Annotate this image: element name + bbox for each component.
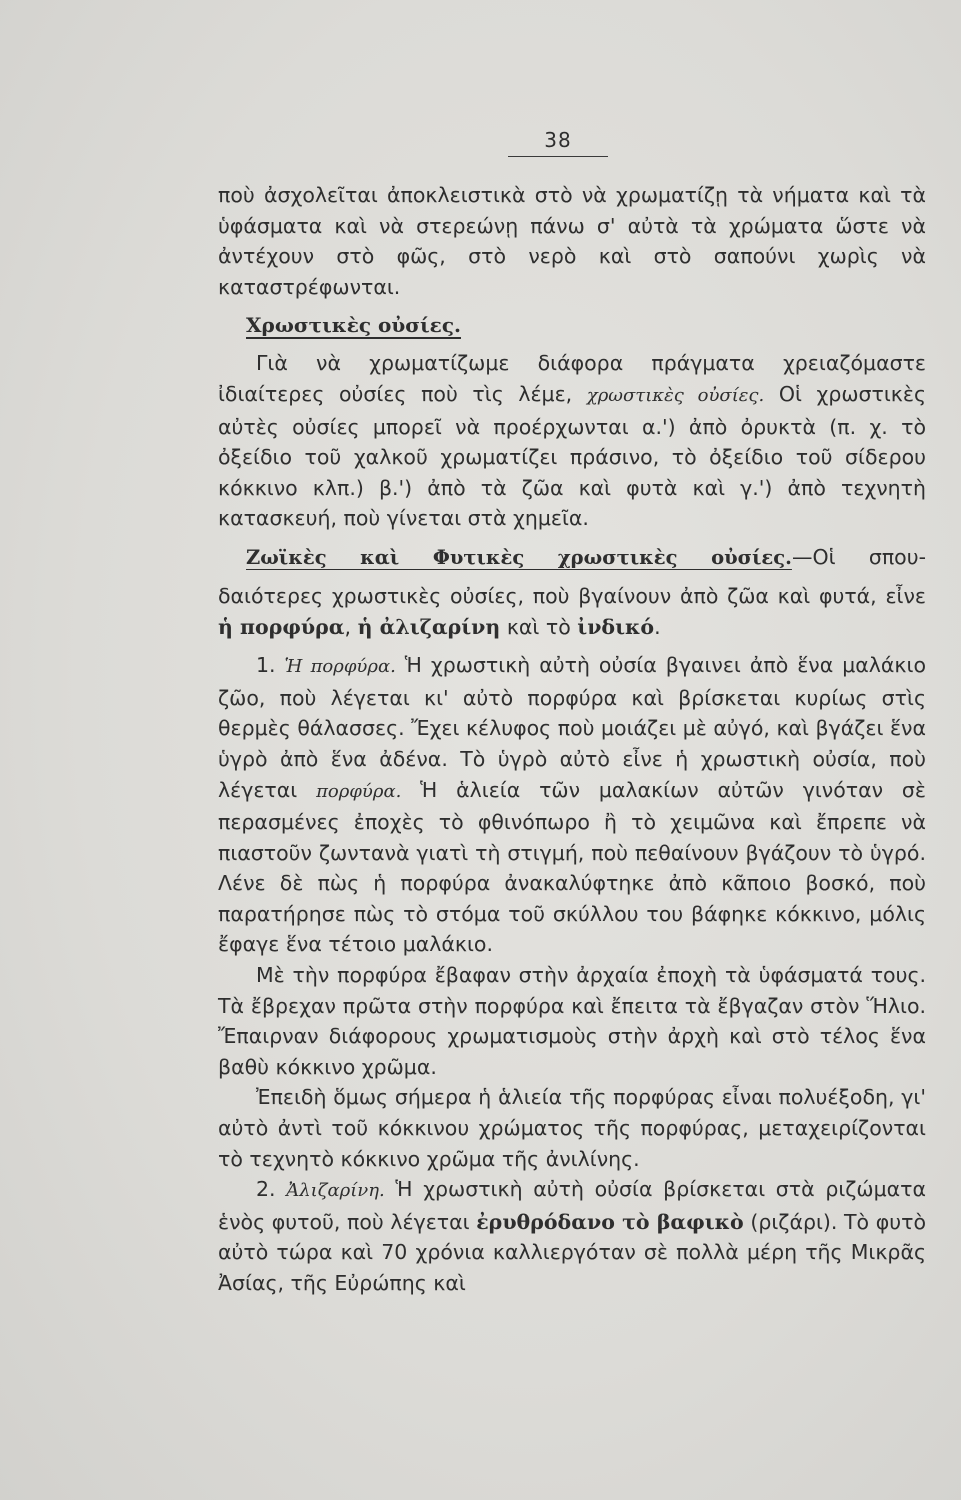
pigments-term: χρωστικὲς οὐσίες. bbox=[586, 384, 765, 406]
intro-paragraph: ποὺ ἀσχολεῖται ἀποκλειστικὰ στὸ νὰ χρωματίζῃ τὰ νήματα καὶ τὰ ὑφάσματα καὶ νὰ στερεώνῃ πάνω σ' αὐτὰ τὰ χρώματα ὥστε νὰ ἀντέχουν στὸ φῶς, στὸ νερὸ καὶ στὸ σαπούνι χωρὶς νὰ καταστρέφωνται. bbox=[218, 183, 926, 299]
animal-plant-paragraph bbox=[218, 581, 926, 642]
section-heading-pigments-text: Χρωστικὲς οὐσίες. bbox=[246, 313, 461, 338]
item1-number: 1. bbox=[256, 653, 285, 678]
pigments-text-b: Οἱ χρωστικὲς αὐτὲς οὐσίες μπορεῖ νὰ προέρχωνται α.') ἀπὸ ὀρυκτὰ (π. χ. τὸ ὀξείδιο τοῦ χαλκοῦ χρωματίζει πράσινο, τὸ ὀξείδιο τοῦ σίδερου κόκκινο κλπ.) β.') ἀπὸ τὰ ζῶα καὶ φυτὰ καὶ γ.') ἀπὸ τεχνητὴ κατασκευή, ποὺ γίνεται στὰ χημεῖα. bbox=[218, 381, 927, 531]
section-heading-pigments bbox=[218, 302, 926, 348]
item2-number: 2. bbox=[256, 1177, 287, 1202]
term-alizarin: ἡ ἀλιζαρίνη bbox=[357, 614, 501, 639]
item2-text-a: Ἡ χρωστικὴ αὐτὴ οὐσία βρίσκεται στὰ ριζώματα ἑνὸς φυτοῦ, ποὺ λέγεται bbox=[218, 1177, 927, 1234]
item2-text-b: (ριζάρι). Τὸ φυτὸ αὐτὸ τώρα καὶ 70 χρόνια καλλιεργόταν σὲ πολλὰ μέρη τῆς Μικρᾶς Ἀσίας, τῆς Εὐρώπης καὶ bbox=[218, 1209, 926, 1295]
section-heading-animal-plant-text: Ζωϊκὲς καὶ Φυτικὲς χρωστικὲς οὐσίες. bbox=[246, 545, 792, 569]
body-text bbox=[218, 180, 926, 1299]
section-heading-animal-plant bbox=[218, 534, 926, 581]
spacer bbox=[218, 642, 926, 650]
item1-paragraph-2: Μὲ τὴν πορφύρα ἔβαφαν στὴν ἀρχαία ἐποχὴ τὰ ὑφάσματά τους. Τὰ ἔβρεχαν πρῶτα στὴν πορφύρα καὶ ἔπειτα τὰ ἔβγαζαν στὸν Ἥλιο. Ἔπαιρναν διάφορους χρωματισμοὺς στὴν ἀρχὴ καὶ στὸ τέλος ἕνα βαθὺ κόκκινο χρῶμα. bbox=[218, 963, 926, 1079]
item2-paragraph bbox=[218, 1174, 926, 1298]
item1-paragraph-3: Ἐπειδὴ ὅμως σήμερα ἡ ἁλιεία τῆς πορφύρας εἶναι πολυέξοδη, γι' αὐτὸ ἀντὶ τοῦ κόκκινου χρώματος τῆς πορφύρας, μεταχειρίζονται τὸ τεχνητὸ κόκκινο χρῶμα τῆς ἀνιλίνης. bbox=[218, 1085, 926, 1171]
animal-plant-text-b: καὶ τὸ bbox=[500, 614, 578, 639]
item1-title: Ἡ πορφύρα. bbox=[284, 656, 396, 678]
page-number: 38 bbox=[508, 128, 608, 157]
item2-term: ἐρυθρόδανο τὸ βαφικὸ bbox=[476, 1209, 744, 1234]
comma-separator: , bbox=[344, 614, 358, 639]
item1-paragraph bbox=[218, 650, 926, 960]
item1-term: πορφύρα. bbox=[316, 780, 402, 802]
term-porphyra: ἡ πορφύρα bbox=[218, 614, 345, 639]
item1-text-b: Ἡ ἁλιεία τῶν μαλακίων αὐτῶν γινόταν σὲ περασμένες ἐποχὲς τὸ φθινόπωρο ἢ τὸ χειμῶνα καὶ ἔπρεπε νὰ πιαστοῦν ζωντανὰ γιατὶ τὴ στιγμή, ποὺ πεθαίνουν βγάζουν τὸ ὑγρό. Λένε δὲ πὼς ἡ πορφύρα ἀνακαλύφτηκε ἀπὸ κᾶποιο βοσκό, ποὺ παρατήρησε πὼς τὸ στόμα τοῦ σκύλλου του βάφηκε κόκκινο, μόλις ἔφαγε ἕνα τέτοιο μαλάκιο. bbox=[218, 777, 926, 957]
section-heading-tail: —Οἱ σπου- bbox=[791, 544, 926, 569]
pigments-text-a: Γιὰ νὰ χρωματίζωμε διάφορα πράγματα χρειαζόμαστε ἰδιαίτερες οὐσίες ποὺ τὶς λέμε, bbox=[218, 351, 926, 406]
item2-title: Ἀλιζαρίνη. bbox=[286, 1180, 385, 1202]
pigments-paragraph bbox=[218, 348, 926, 534]
item1-text-a: Ἡ χρωστικὴ αὐτὴ οὐσία βγαινει ἀπὸ ἕνα μαλάκιο ζῶο, ποὺ λέγεται κι' αὐτὸ πορφύρα καὶ βρίσκεται κυρίως στὶς θερμὲς θάλασσες. Ἔχει κέλυφος ποὺ μοιάζει μὲ αὐγό, καὶ βγάζει ἕνα ὑγρὸ ἀπὸ ἕνα ἀδένα. Τὸ ὑγρὸ αὐτὸ εἶνε ἡ χρωστικὴ οὐσία, ποὺ λέγεται bbox=[218, 653, 926, 802]
animal-plant-text-a: δαιότερες χρωστικὲς οὐσίες, ποὺ βγαίνουν ἀπὸ ζῶα καὶ φυτά, εἶνε bbox=[218, 583, 926, 608]
animal-plant-text-c: . bbox=[654, 614, 661, 639]
term-indigo: ἰνδικό bbox=[577, 614, 655, 639]
